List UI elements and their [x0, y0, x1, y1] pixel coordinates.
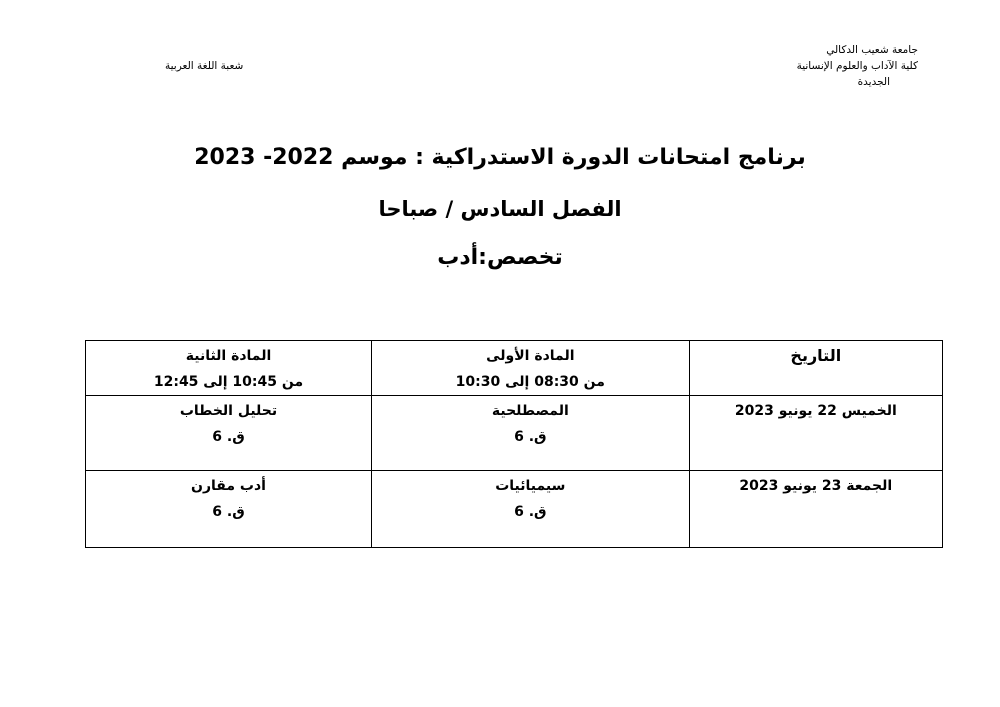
semester-title: الفصل السادس / صباحا — [378, 197, 622, 221]
city-name: الجديدة — [857, 76, 890, 88]
header-second-subject: المادة الثانية — [185, 348, 272, 364]
exam-schedule-table — [85, 340, 943, 548]
row-date-cell — [689, 396, 942, 471]
table-row — [86, 396, 943, 471]
institution-header — [698, 42, 918, 90]
specialty-title: تخصص:أدب — [437, 245, 563, 270]
header-second-subject-cell — [86, 341, 372, 396]
row-second-subject-cell — [86, 396, 372, 471]
row-first-room: ق. 6 — [514, 504, 547, 520]
row-first-subject-cell — [371, 396, 689, 471]
row-first-subject: المصطلحية — [491, 403, 569, 419]
row-first-subject: سيميائيات — [495, 478, 566, 494]
header-first-subject: المادة الأولى — [486, 348, 575, 364]
university-name: جامعة شعيب الدكالي — [826, 44, 918, 56]
header-first-time: من 08:30 إلى 10:30 — [455, 374, 605, 390]
row-second-subject-cell — [86, 471, 372, 548]
table-header-row — [86, 341, 943, 396]
header-date: التاريخ — [790, 346, 842, 365]
row-date: الجمعة 23 يونيو 2023 — [739, 478, 893, 494]
row-second-subject: أدب مقارن — [191, 478, 266, 494]
row-first-subject-cell — [371, 471, 689, 548]
row-second-room: ق. 6 — [212, 429, 245, 445]
row-date: الخميس 22 يونيو 2023 — [734, 403, 897, 419]
row-second-room: ق. 6 — [212, 504, 245, 520]
main-title: برنامج امتحانات الدورة الاستدراكية : موسم 2022- 2023 — [194, 145, 806, 170]
row-second-subject: تحليل الخطاب — [179, 403, 278, 419]
row-first-room: ق. 6 — [514, 429, 547, 445]
header-date-cell — [689, 341, 942, 396]
row-date-cell — [689, 471, 942, 548]
department-name: شعبة اللغة العربية — [165, 60, 244, 72]
header-first-subject-cell — [371, 341, 689, 396]
header-second-time: من 10:45 إلى 12:45 — [153, 374, 304, 390]
faculty-name: كلية الآداب والعلوم الإنسانية — [796, 60, 918, 72]
table-row — [86, 471, 943, 548]
